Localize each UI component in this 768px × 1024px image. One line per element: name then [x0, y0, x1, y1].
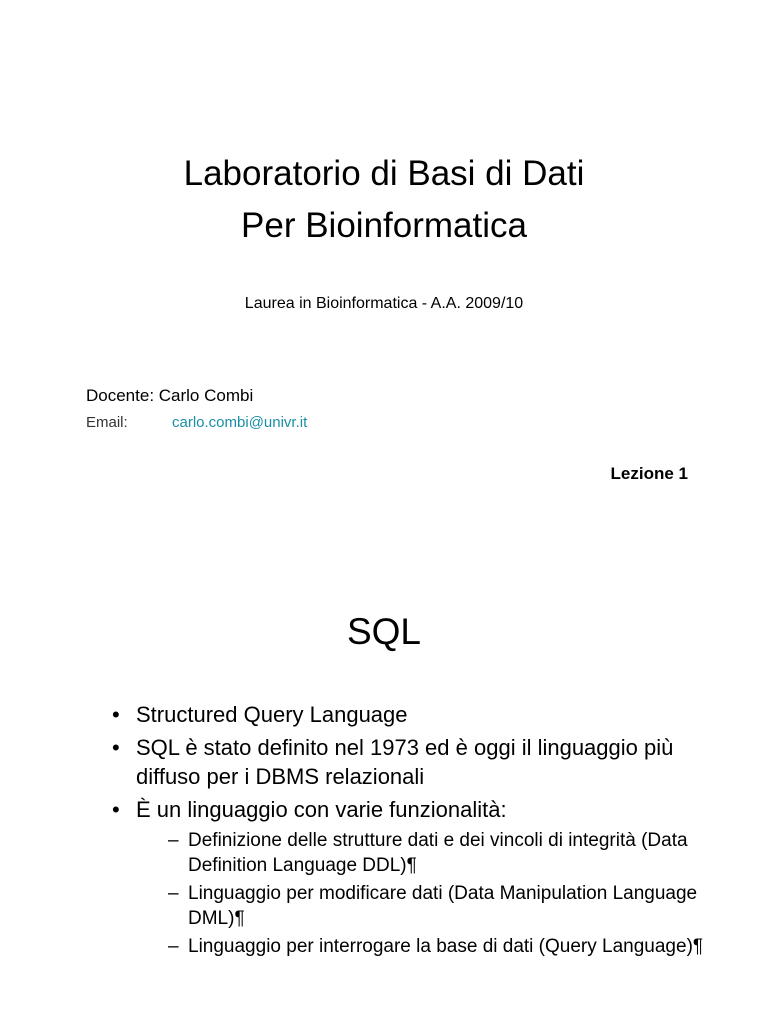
bullet-item — [112, 733, 732, 791]
subbullet-text: Linguaggio per interrogare la base di dati (Query Language)¶ — [188, 936, 704, 957]
title-line-1: Laboratorio di Basi di Dati — [183, 154, 585, 193]
bullet-item — [112, 700, 732, 729]
email-link[interactable]: carlo.combi@univr.it — [172, 414, 308, 431]
slide-sql — [0, 560, 768, 1024]
bullet-item — [112, 795, 732, 959]
subbullet-text: Definizione delle strutture dati e dei vincoli di integrità (Data Definition Language DDL)¶ — [188, 830, 688, 876]
sql-slide-title: SQL — [346, 611, 422, 652]
dash-icon: – — [168, 830, 179, 851]
bullet-text: È un linguaggio con varie funzionalità: — [136, 797, 507, 822]
subbullet-text: Linguaggio per modificare dati (Data Manipulation Language DML)¶ — [188, 883, 698, 929]
bullet-text: SQL è stato definito nel 1973 ed è oggi il linguaggio più diffuso per i DBMS relazionali — [136, 735, 674, 789]
bullet-text: Structured Query Language — [136, 702, 408, 727]
title-line-2: Per Bioinformatica — [241, 206, 527, 245]
subbullet-item — [168, 934, 732, 959]
dash-icon: – — [168, 936, 179, 957]
subbullet-item — [168, 881, 732, 931]
subbullet-list — [168, 828, 732, 959]
bullet-dot-icon: • — [112, 797, 120, 822]
email-label: Email: — [86, 414, 128, 431]
bullet-dot-icon: • — [112, 735, 120, 760]
lesson-number: Lezione 1 — [610, 464, 688, 483]
slide-title-heading — [0, 148, 768, 252]
course-subtitle: Laurea in Bioinformatica - A.A. 2009/10 — [244, 295, 524, 312]
dash-icon: – — [168, 883, 179, 904]
instructor-name: Docente: Carlo Combi — [86, 386, 254, 405]
email-row — [86, 412, 307, 434]
subbullet-item — [168, 828, 732, 878]
bullet-list — [112, 700, 732, 963]
bullet-dot-icon: • — [112, 702, 120, 727]
